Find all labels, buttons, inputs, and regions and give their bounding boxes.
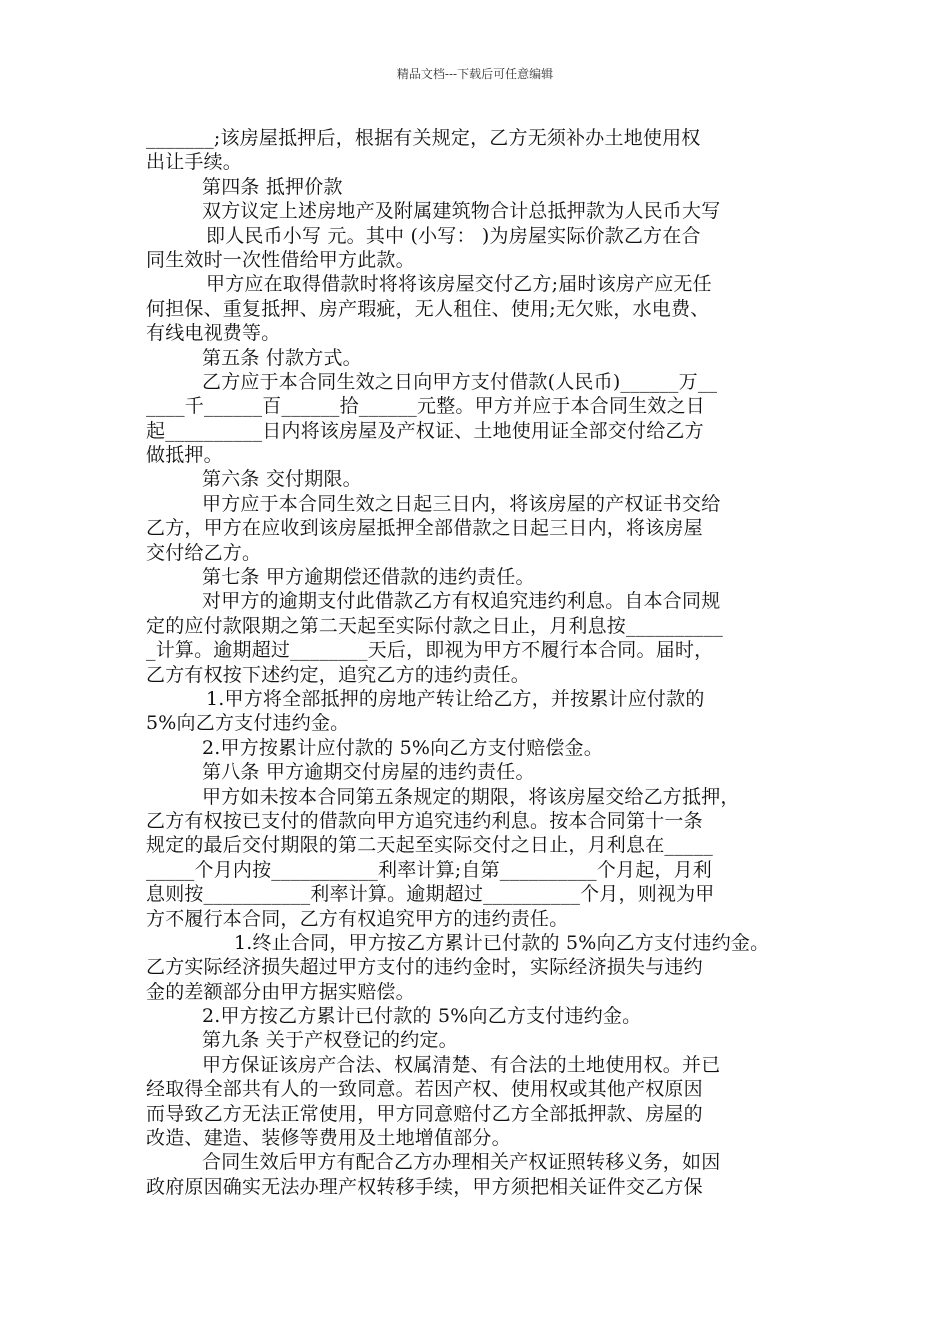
text-line: 第四条 抵押价款: [202, 175, 343, 198]
text-line: 2.甲方按乙方累计已付款的 5%向乙方支付违约金。: [202, 1005, 642, 1028]
text-line: _____个月内按___________利率计算;自第__________个月起，月利: [146, 858, 713, 881]
text-line: 5%向乙方支付违约金。: [146, 712, 350, 735]
text-line: 双方议定上述房地产及附属建筑物合计总抵押款为人民币大写: [202, 200, 721, 223]
text-line: 甲方如未按本合同第五条规定的期限，将该房屋交给乙方抵押，: [202, 785, 740, 808]
text-line: 甲方应于本合同生效之日起三日内，将该房屋的产权证书交给: [202, 492, 721, 515]
text-line: 1.终止合同，甲方按乙方累计已付款的 5%向乙方支付违约金。: [234, 931, 770, 954]
text-line: 乙方实际经济损失超过甲方支付的违约金时，实际经济损失与违约: [146, 956, 703, 979]
text-line: 即人民币小写 元。其中 (小写： )为房屋实际价款乙方在合: [206, 224, 701, 247]
text-line: 而导致乙方无法正常使用，甲方同意赔付乙方全部抵押款、房屋的: [146, 1102, 703, 1125]
text-line: ____千______百______拾______元整。甲方并应于本合同生效之日: [146, 395, 706, 418]
text-line: 方不履行本合同，乙方有权追究甲方的违约责任。: [146, 907, 569, 930]
text-line: 乙方，甲方在应收到该房屋抵押全部借款之日起三日内，将该房屋: [146, 517, 703, 540]
text-line: 息则按___________利率计算。逾期超过__________个月，则视为甲: [146, 883, 715, 906]
text-line: 起__________日内将该房屋及产权证、土地使用证全部交付给乙方: [146, 419, 704, 442]
document-body: [146, 126, 814, 1199]
text-line: 金的差额部分由甲方据实赔偿。: [146, 980, 415, 1003]
text-line: 第五条 付款方式。: [202, 346, 362, 369]
text-line: 第八条 甲方逾期交付房屋的违约责任。: [202, 761, 535, 784]
text-line: 合同生效后甲方有配合乙方办理相关产权证照转移义务，如因: [202, 1151, 721, 1174]
text-line: 何担保、重复抵押、房产瑕疵，无人租住、使用;无欠账，水电费、: [146, 297, 710, 320]
text-line: 1.甲方将全部抵押的房地产转让给乙方，并按累计应付款的: [206, 687, 705, 710]
text-line: 对甲方的逾期支付此借款乙方有权追究违约利息。自本合同规: [202, 590, 721, 613]
text-line: 第七条 甲方逾期偿还借款的违约责任。: [202, 566, 535, 589]
text-line: 甲方应在取得借款时将将该房屋交付乙方;届时该房产应无任: [206, 273, 712, 296]
text-line: 2.甲方按累计应付款的 5%向乙方支付赔偿金。: [202, 736, 603, 759]
text-line: 做抵押。: [146, 444, 223, 467]
text-line: 改造、建造、装修等费用及土地增值部分。: [146, 1127, 511, 1150]
text-line: 第六条 交付期限。: [202, 468, 362, 491]
text-line: _______;该房屋抵押后，根据有关规定，乙方无须补办土地使用权: [146, 127, 701, 149]
text-line: _计算。逾期超过________天后，即视为甲方不履行本合同。届时，: [146, 639, 714, 662]
text-line: 规定的最后交付期限的第二天起至实际交付之日止，月利息在_____: [146, 834, 713, 857]
text-line: 乙方有权按下述约定，追究乙方的违约责任。: [146, 663, 531, 686]
page-header: 精品文档---下载后可任意编辑: [396, 67, 554, 81]
text-line: 定的应付款限期之第二天起至实际付款之日止，月利息按__________: [146, 614, 724, 637]
text-line: 第九条 关于产权登记的约定。: [202, 1029, 458, 1052]
text-line: 出让手续。: [146, 151, 243, 174]
text-line: 有线电视费等。: [146, 322, 281, 345]
text-line: 甲方保证该房产合法、权属清楚、有合法的土地使用权。并已: [202, 1053, 721, 1076]
text-line: 乙方有权按已支付的借款向甲方追究违约利息。按本合同第十一条: [146, 809, 703, 832]
text-line: 政府原因确实无法办理产权转移手续，甲方须把相关证件交乙方保: [146, 1175, 703, 1198]
text-line: 交付给乙方。: [146, 541, 262, 564]
text-line: 同生效时一次性借给甲方此款。: [146, 248, 415, 271]
text-line: 乙方应于本合同生效之日向甲方支付借款(人民币)______万__: [202, 370, 718, 393]
text-line: 经取得全部共有人的一致同意。若因产权、使用权或其他产权原因: [146, 1078, 703, 1101]
